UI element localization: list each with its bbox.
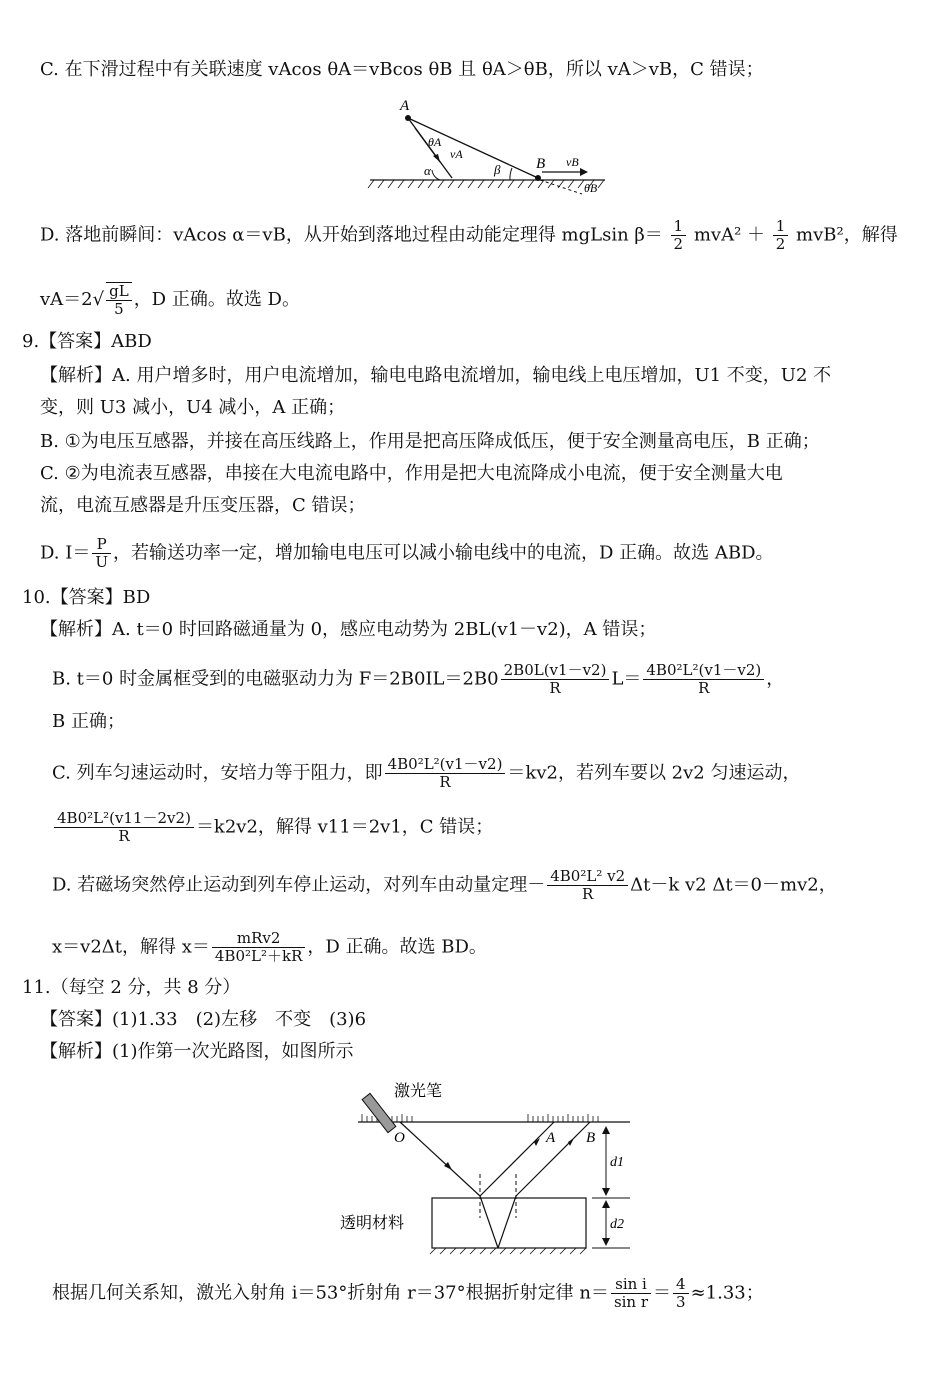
q9-frac-p-u: $\frac{P}{U}$ [92, 536, 111, 571]
q10-d-frac: $\frac{\text{4B0²L² v2}}{R}$ [547, 868, 628, 903]
option-d-line-1 [40, 218, 898, 253]
q10-c-frac: $\frac{\text{4B0²L²(v1－v2)}}{R}$ [385, 756, 506, 791]
q11-answer: 【答案】(1)1.33 (2)左移 不变 (3)6 [40, 1009, 367, 1030]
q9-answer: 9.【答案】ABD [22, 331, 152, 352]
q10-d-line: D. 若磁场突然停止运动到列车停止运动，对列车由动量定理－ $\frac{\text{4B0²L² v2}}{R}$ Δt－k v2 Δt＝0－mv2， [52, 867, 837, 903]
q10-b-line-2: B 正确； [52, 711, 125, 732]
q10-c2-frac: $\frac{\text{4B0²L²(v11－2v2)}}{R}$ [54, 810, 194, 845]
q9-c-line-1: C. ②为电流表互感器，串接在大电流电路中，作用是把大电流降成小电流，便于安全测量大电 [40, 463, 783, 484]
label-d2: d2 [610, 1217, 624, 1232]
option-c-line: C. 在下滑过程中有关联速度 vAcos θA＝vBcos θB 且 θA＞θB，所以 vA＞vB，C 错误； [40, 59, 764, 80]
label-b: B [536, 156, 546, 172]
q9-b-line: B. ①为电压互感器，并接在高压线路上，作用是把高压降成低压，便于安全测量高电压，B 正确； [40, 431, 820, 452]
d-text-mid: mvA² ＋ [693, 224, 766, 246]
label-a2: A [546, 1130, 556, 1146]
q10-d-line-2: x＝v2Δt，解得 x＝ $\frac{\text{mRv2}}{\text{4B0²L²＋kR}}$ ，D 正确。故选 BD。 [52, 929, 487, 965]
laser-refraction-figure [330, 1070, 640, 1255]
q9-a-line-1: 【解析】A. 用户增多时，用户电流增加，输电电路电流增加，输电线上电压增加，U1 不变，U2 不 [40, 365, 832, 386]
d-frac-half-1: $\frac{1}{2}$ [671, 218, 687, 253]
q10-b-line: B. t＝0 时金属框受到的电磁驱动力为 F＝2B0IL＝2B0 $\frac{2B0L(v1-v2)}{R}$ L＝ $\frac{\text{4B0²L²(v1－v2)}}{R}$ ， [52, 661, 785, 697]
label-a: A [400, 98, 410, 114]
label-theta-b: θB [584, 181, 598, 195]
d-text-1: D. 落地前瞬间：vAcos α＝vB，从开始到落地过程由动能定理得 mgLsin β＝ [40, 224, 663, 246]
label-material: 透明材料 [340, 1215, 405, 1232]
q10-answer: 10.【答案】BD [22, 587, 151, 608]
label-alpha: α [424, 163, 431, 178]
d-sqrt-frac: $\frac{gL}{5}$ [106, 282, 132, 318]
option-d-line-2: vA＝2√ $\frac{gL}{5}$ ，D 正确。故选 D。 [40, 282, 300, 318]
sin-ratio-frac: $\frac{\text{sin i}}{\text{sin r}}$ [611, 1276, 651, 1311]
q10-c-line-2: $\frac{\text{4B0²L²(v11－2v2)}}{R}$ ＝k2v2，解得 v11＝2v1，C 错误； [52, 810, 493, 845]
label-laser-pen: 激光笔 [394, 1083, 443, 1100]
q11-explanation: 【解析】(1)作第一次光路图，如图所示 [40, 1041, 354, 1062]
refraction-law-line: 根据几何关系知，激光入射角 i＝53°折射角 r＝37°根据折射定律 n＝ $\frac{\text{sin i}}{\text{sin r}}$ ＝ $\frac{4}{3}$ ≈1.33； [52, 1275, 764, 1311]
q9-d-line: D. I＝ $\frac{P}{U}$ ，若输送功率一定，增加输电电压可以减小输电线中的电流，D 正确。故选 ABD。 [40, 535, 774, 571]
four-thirds-frac: $\frac{4}{3}$ [673, 1276, 689, 1311]
sliding-rod-figure [360, 90, 620, 200]
label-va: vA [450, 147, 463, 161]
label-o: O [394, 1130, 405, 1146]
label-beta: β [494, 162, 501, 177]
label-theta-a: θA [428, 135, 442, 149]
d-text-end: mvB²，解得 [796, 224, 898, 246]
label-d1: d1 [610, 1155, 624, 1170]
q10-b-frac-2: $\frac{\text{4B0²L²(v1－v2)}}{R}$ [643, 662, 764, 697]
q9-a-line-2: 变，则 U3 减小，U4 减小，A 正确； [40, 397, 346, 418]
q10-a-line: 【解析】A. t＝0 时回路磁通量为 0，感应电动势为 2BL(v1－v2)，A 错误； [40, 619, 657, 640]
label-vb: vB [566, 155, 579, 169]
q11-header: 11.（每空 2 分，共 8 分） [22, 977, 241, 998]
d-frac-half-2: $\frac{1}{2}$ [773, 218, 789, 253]
q10-c-line: C. 列车匀速运动时，安培力等于阻力，即 $\frac{\text{4B0²L²(v1－v2)}}{R}$ ＝kv2，若列车要以 2v2 匀速运动， [52, 755, 801, 791]
q9-c-line-2: 流，电流互感器是升压变压器，C 错误； [40, 495, 366, 516]
label-b2: B [586, 1130, 596, 1146]
q10-d2-frac: $\frac{\text{mRv2}}{\text{4B0²L²＋kR}}$ [212, 930, 305, 965]
q10-b-frac-1: $\frac{2B0L(v1-v2)}{R}$ [501, 662, 610, 697]
